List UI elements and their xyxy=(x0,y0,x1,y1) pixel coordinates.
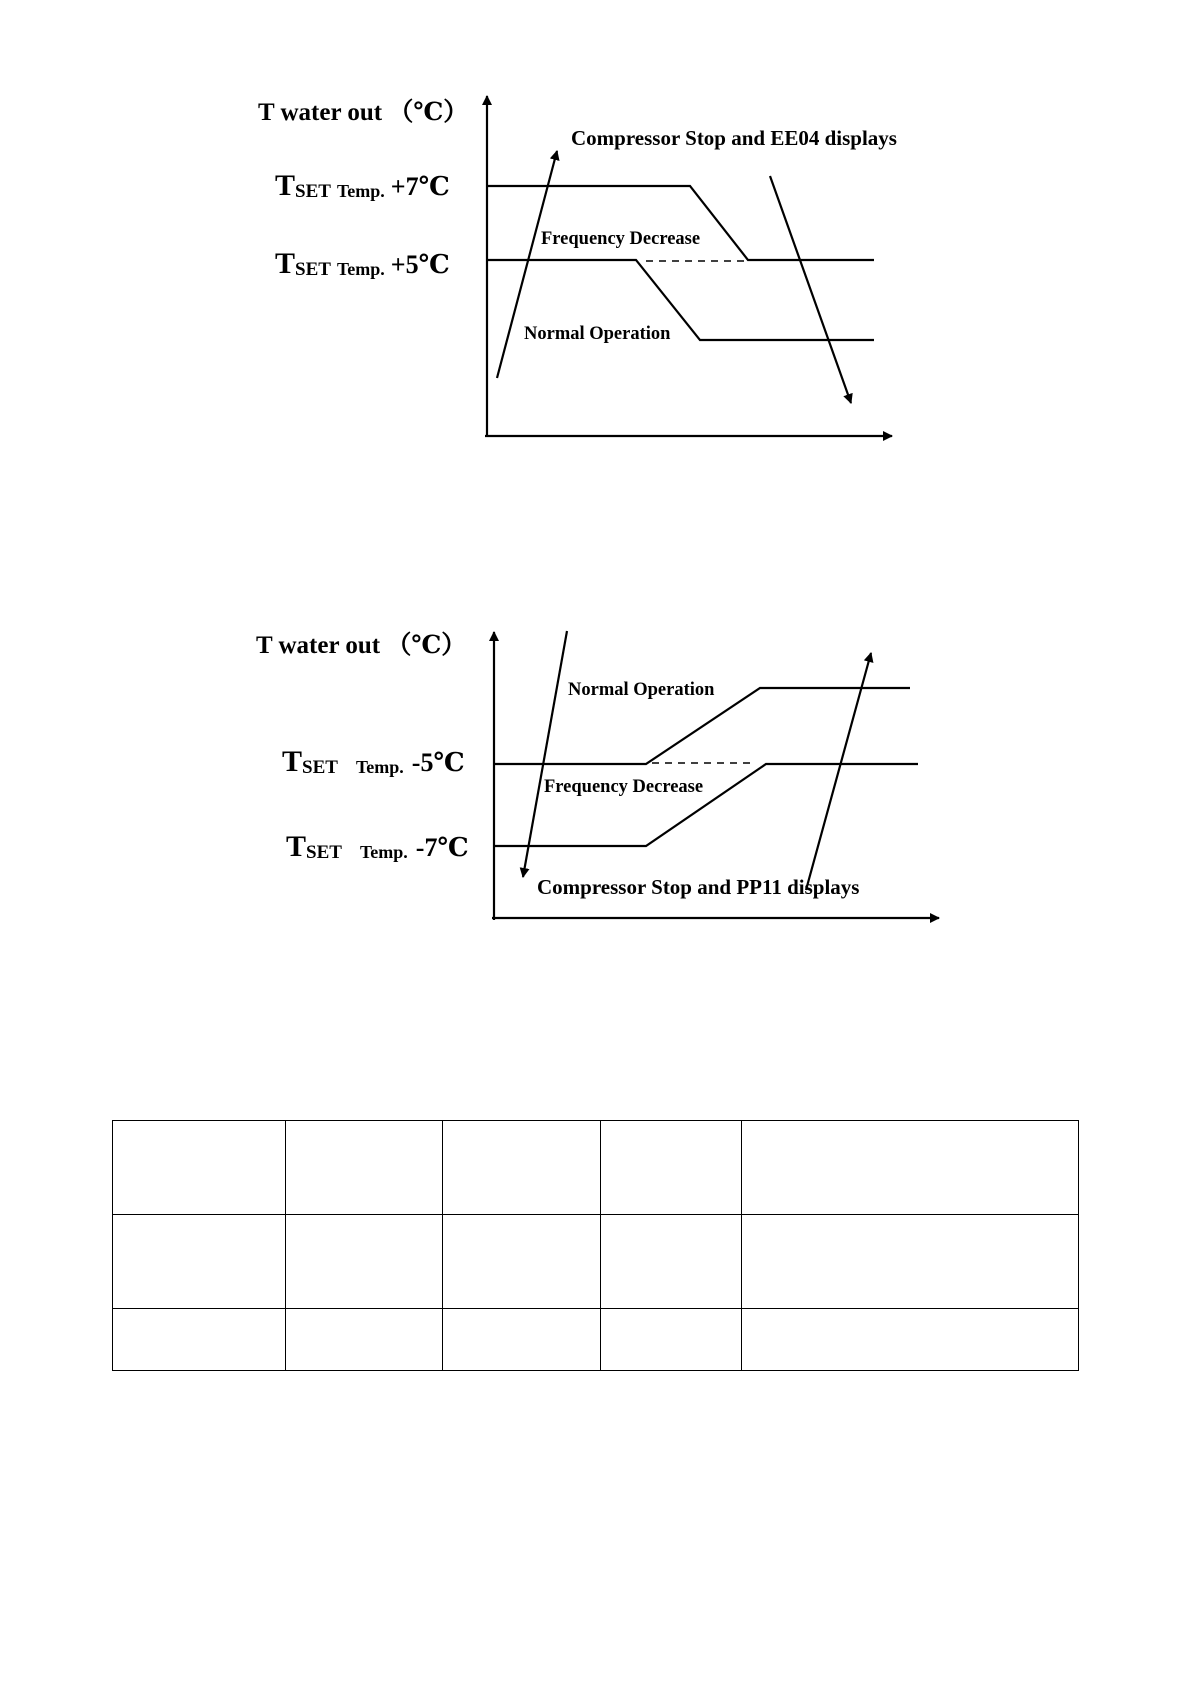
diagram-2-falling-arrow xyxy=(523,631,567,877)
diagram-2-level-low-label: TSET Temp. -7℃ xyxy=(286,830,469,863)
diagram-2-y-axis-label: T water out （℃） xyxy=(256,632,467,659)
table-cell xyxy=(443,1309,601,1371)
diagram-2-compressor-stop-label: Compressor Stop and PP11 displays xyxy=(537,875,860,899)
table-cell xyxy=(443,1121,601,1215)
table-row xyxy=(113,1121,1079,1215)
diagram-1-compressor-stop-label: Compressor Stop and EE04 displays xyxy=(571,126,897,150)
diagram-1-normal-operation-label: Normal Operation xyxy=(524,324,671,344)
table-cell xyxy=(742,1215,1079,1309)
diagram-2-normal-operation-label: Normal Operation xyxy=(568,680,715,700)
diagram-2 xyxy=(256,631,939,920)
table-cell xyxy=(286,1215,443,1309)
table-cell xyxy=(286,1309,443,1371)
diagram-1-falling-arrow xyxy=(770,176,851,403)
table-cell xyxy=(601,1121,742,1215)
table-row xyxy=(113,1309,1079,1371)
table-cell xyxy=(443,1215,601,1309)
table-cell xyxy=(601,1215,742,1309)
table-cell xyxy=(286,1121,443,1215)
table-row xyxy=(113,1215,1079,1309)
diagram-1-frequency-decrease-label: Frequency Decrease xyxy=(541,229,701,249)
diagram-1 xyxy=(258,96,897,437)
table-cell xyxy=(742,1309,1079,1371)
empty-table xyxy=(112,1120,1079,1371)
diagram-1-y-axis-label: T water out （℃） xyxy=(258,99,469,126)
table-cell xyxy=(742,1121,1079,1215)
table-cell xyxy=(113,1215,286,1309)
diagram-1-level-high-label: TSET Temp. +7℃ xyxy=(275,169,450,202)
table-cell xyxy=(113,1309,286,1371)
table-cell xyxy=(113,1121,286,1215)
diagram-2-level-high-label: TSET Temp. -5℃ xyxy=(282,745,465,778)
diagram-2-frequency-decrease-label: Frequency Decrease xyxy=(544,777,704,797)
table-cell xyxy=(601,1309,742,1371)
diagram-1-level-low-label: TSET Temp. +5℃ xyxy=(275,247,450,280)
